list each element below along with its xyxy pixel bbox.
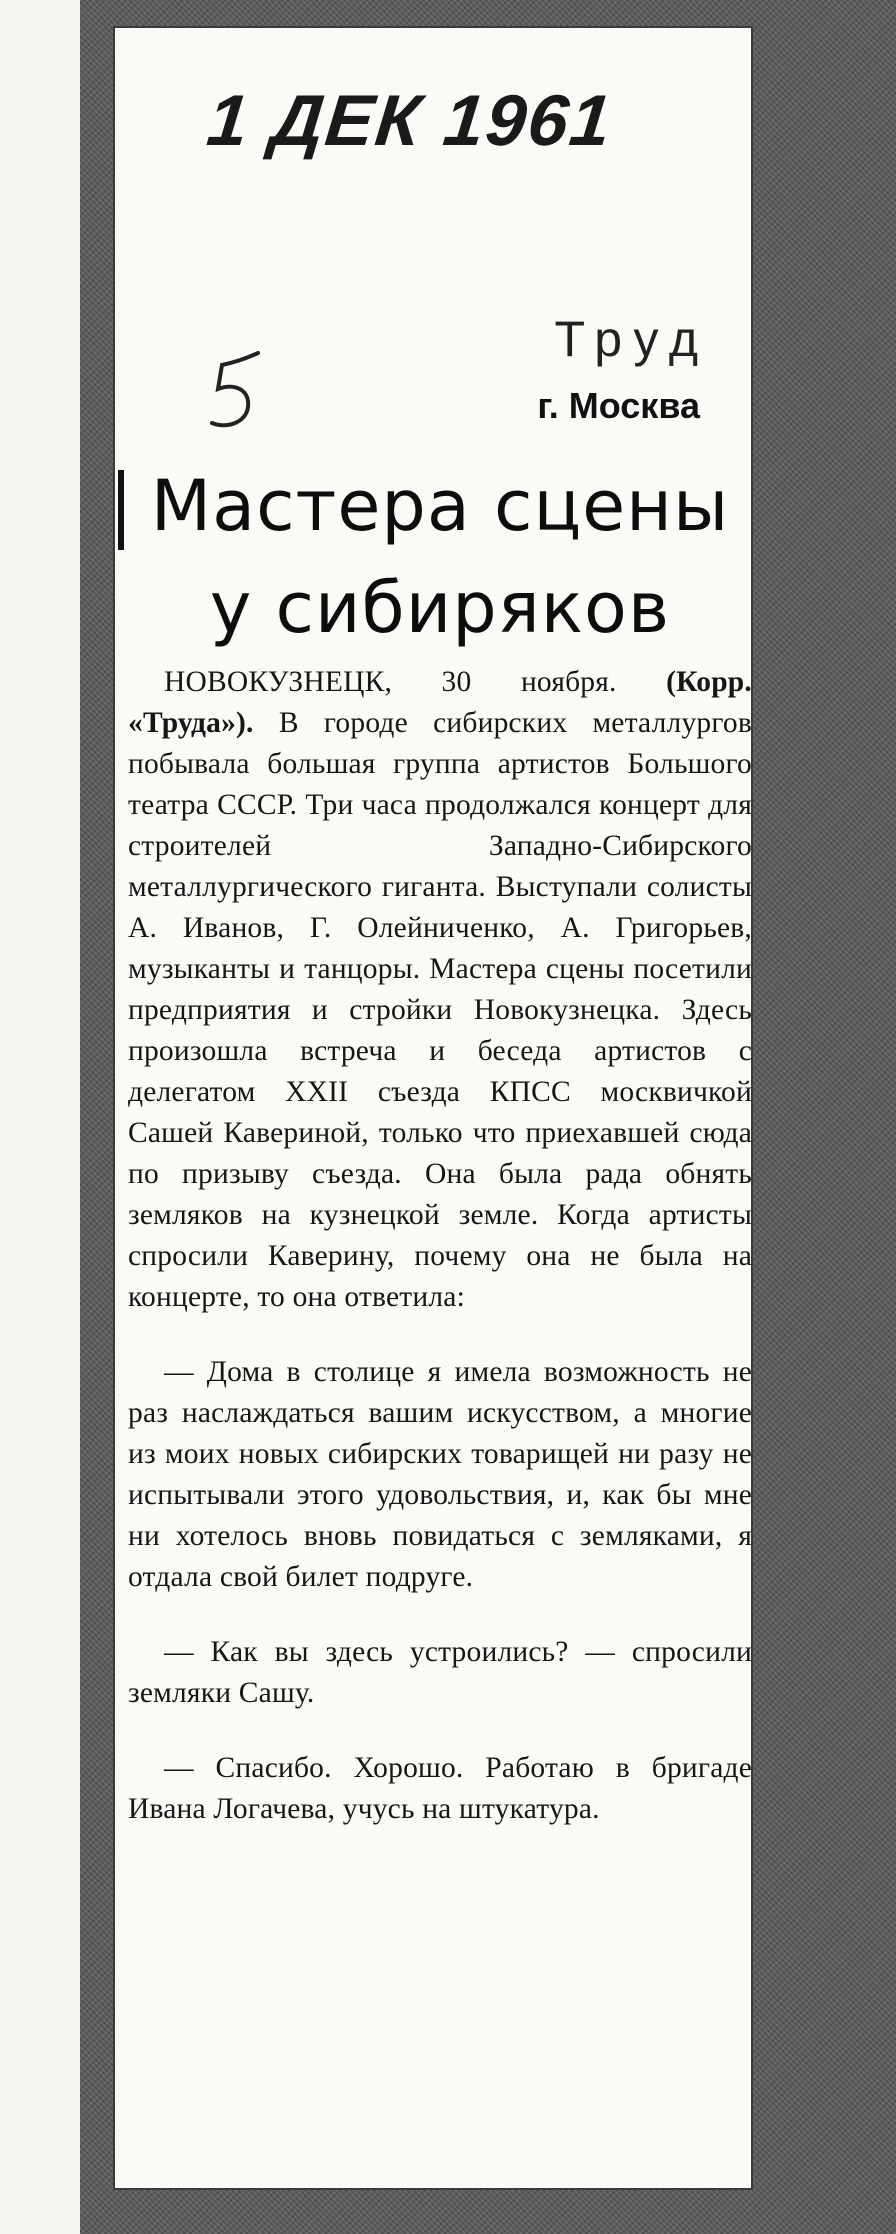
publication-city: г. Москва [537, 385, 700, 426]
headline-line-1: Мастера сцены [150, 465, 730, 547]
paragraph-1 [128, 662, 752, 1318]
paragraph-2: — Дома в столице я имела возможность не раз наслаждаться вашим искусством, а многие из моих новых сибирских товарищей ни разу не испытывали этого удовольствия, и, как бы мне ни хотелось вновь повидаться с земляками, я отдала свой билет подруге. [128, 1356, 752, 1593]
date-stamp: 1 ДЕК 1961 [203, 81, 617, 161]
column-rule [118, 470, 124, 550]
paragraph-3: — Как вы здесь устроились? — спросили земляки Сашу. [128, 1636, 752, 1709]
dateline: НОВОКУЗНЕЦК, 30 ноября. [164, 666, 617, 698]
paragraph-4: — Спасибо. Хорошо. Работаю в бригаде Ивана Логачева, учусь на штукатура. [128, 1752, 752, 1825]
news-source: (Корр. «Труда»). [128, 666, 752, 739]
paragraph-1-text: В городе сибирских металлургов побывала большая группа артистов Большого театра СССР. Три часа продолжался концерт для строителей Западно-Сибирского металлургического гиганта. Выступали солисты А. Иванов, Г. Олейниченко, А. Григорьев, музыканты и танцоры. Мастера сцены посетили предприятия и стройки Новокузнецка. Здесь произошла встреча и беседа артистов с делегатом XXII съезда КПСС москвичкой Сашей Кавериной, только что приехавшей сюда по призыву съезда. Она была рада обнять земляков на кузнецкой земле. Когда артисты спросили Каверину, почему она не была на концерте, то она ответила: [128, 707, 752, 1313]
scan-margin [0, 0, 80, 2234]
headline-line-2: у сибиряков [209, 567, 671, 649]
pencil-mark-icon [200, 345, 280, 435]
publication-name: Труд [554, 311, 710, 367]
article-headline [130, 455, 750, 659]
article-body [128, 662, 752, 1830]
